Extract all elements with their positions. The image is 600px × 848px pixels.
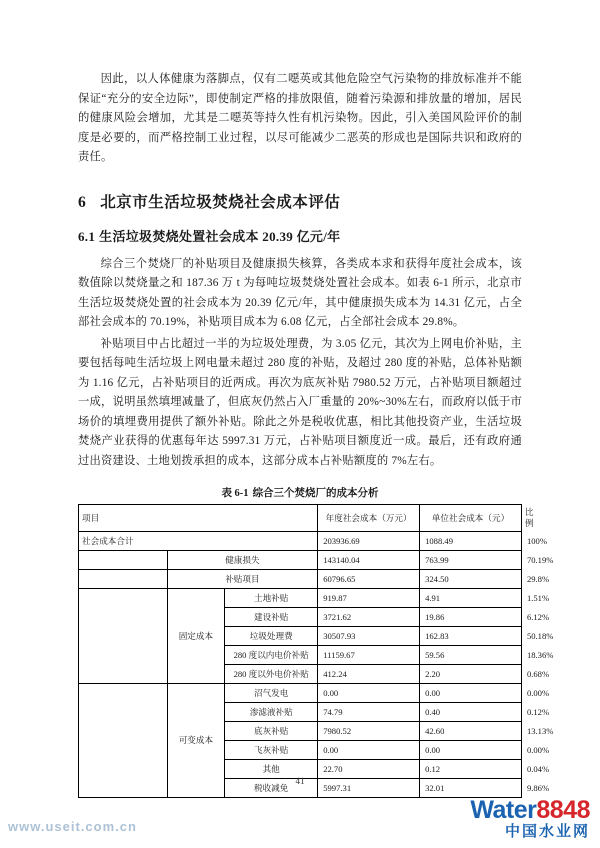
row-label: 健康损失 <box>167 551 318 570</box>
row-amount: 74.79 <box>318 703 420 722</box>
row-label: 280 度以内电价补贴 <box>225 646 318 665</box>
row-amount: 5997.31 <box>318 779 420 798</box>
row-group-blank <box>79 570 168 589</box>
subsection-title: 生活垃圾焚烧处置社会成本 20.39 亿元/年 <box>99 228 341 244</box>
row-label: 渗滤液补贴 <box>225 703 318 722</box>
row-unit: 162.83 <box>420 627 522 646</box>
row-unit: 324.50 <box>420 570 522 589</box>
table-caption-text: 综合三个焚烧厂的成本分析 <box>252 488 379 499</box>
row-amount: 22.70 <box>318 760 420 779</box>
row-unit: 32.01 <box>420 779 522 798</box>
row-unit: 763.99 <box>420 551 522 570</box>
row-amount: 0.00 <box>318 684 420 703</box>
table-caption <box>78 485 522 500</box>
table-row <box>79 532 522 551</box>
paragraph-intro: 因此，以人体健康为落脚点，仅有二噁英或其他危险空气污染物的排放标准并不能保证“充分的安全边际”，即使制定严格的排放限值，随着污染源和排放量的增加，居民的健康风险会增加，尤其是二噁英等持久性有机污染物。因此，引入美国风险评价的制度是必要的，而严格控制工业过程，以尽可能减少二恶英的形成也是国际共识和政府的责任。 <box>78 73 522 163</box>
section-title: 北京市生活垃圾焚烧社会成本评估 <box>100 193 341 211</box>
table-body <box>79 532 554 798</box>
row-amount: 143140.04 <box>318 551 420 570</box>
row-amount: 203936.69 <box>318 532 420 551</box>
row-amount: 412.24 <box>318 665 420 684</box>
section-number: 6 <box>78 193 87 211</box>
cost-analysis-table <box>78 504 554 798</box>
watermark-brand <box>470 797 590 823</box>
table-row <box>79 551 522 570</box>
row-unit: 0.00 <box>420 684 522 703</box>
table-header-unit-cost: 单位社会成本（元） <box>420 505 522 532</box>
paragraph-body-2: 补贴项目中占比超过一半的为垃圾处理费，为 3.05 亿元，其次为上网电价补贴，主要包括每吨生活垃圾上网电量未超过 280 度的补贴，及超过 280 度的补贴，总体补贴额为 1.16 亿元，占补贴项目的近两成。再次为底灰补贴 7980.52 万元，占补贴项目额超过一成，说明虽然填埋减量了，但底灰仍然占入厂重量的 20%~30%左右，而政府以低于市场价的填埋费用提供了额外补贴。除此之外是税收优惠，相比其他投资产业，生活垃圾焚烧产业获得的优惠每年达 5997.31 万元，占补贴项目额度近一成。最后，还有政府通过出资建设、土地划拨承担的成本，这部分成本占补贴额度的 7%左右。 <box>78 337 522 467</box>
page-number: 41 <box>295 776 305 786</box>
row-group-fixed-cost: 固定成本 <box>167 589 225 684</box>
row-label: 建设补贴 <box>225 608 318 627</box>
table-caption-number: 表 6-1 <box>221 488 249 499</box>
table-header-item: 项目 <box>79 505 318 532</box>
watermark-left: www.useit.com.cn <box>8 819 137 834</box>
row-unit: 59.56 <box>420 646 522 665</box>
table-row <box>79 570 522 589</box>
watermark-brand-text: Water <box>470 796 537 824</box>
row-amount: 3721.62 <box>318 608 420 627</box>
row-amount: 60796.65 <box>318 570 420 589</box>
table-row <box>79 589 522 608</box>
row-amount: 30507.93 <box>318 627 420 646</box>
row-label: 垃圾处理费 <box>225 627 318 646</box>
watermark-brand-number: 8848 <box>536 796 590 824</box>
table-row <box>79 684 522 703</box>
row-unit: 42.60 <box>420 722 522 741</box>
row-group-blank <box>79 551 168 570</box>
row-amount: 919.87 <box>318 589 420 608</box>
section-heading <box>78 190 522 212</box>
row-amount: 7980.52 <box>318 722 420 741</box>
row-unit: 0.00 <box>420 741 522 760</box>
watermark-brand-sub: 中国水业网 <box>504 823 590 841</box>
table-header-annual-cost: 年度社会成本（万元） <box>318 505 420 532</box>
row-label: 社会成本合计 <box>79 532 318 551</box>
paragraph-body-1: 综合三个焚烧厂的补贴项目及健康损失核算，各类成本求和获得年度社会成本，该数值除以焚烧量之和 187.36 万 t 为每吨垃圾焚烧处置社会成本。如表 6-1 所示，北京市生活垃圾焚烧处置的社会成本为 20.39 亿元/年，其中健康损失成本为 14.31 亿元，占全部社会成本的 70.19%，补贴项目成本为 6.08 亿元，占全部社会成本 29.8%。 <box>78 257 522 328</box>
row-label: 飞灰补贴 <box>225 741 318 760</box>
row-unit: 2.20 <box>420 665 522 684</box>
subsection-number: 6.1 <box>78 228 96 244</box>
row-label: 底灰补贴 <box>225 722 318 741</box>
row-label: 沼气发电 <box>225 684 318 703</box>
row-unit: 0.40 <box>420 703 522 722</box>
row-amount: 0.00 <box>318 741 420 760</box>
row-label: 280 度以外电价补贴 <box>225 665 318 684</box>
row-amount: 11159.67 <box>318 646 420 665</box>
row-label: 税收减免 <box>225 779 318 798</box>
row-unit: 0.12 <box>420 760 522 779</box>
watermark-right <box>470 797 590 840</box>
subsection-heading <box>78 226 522 245</box>
row-label: 补贴项目 <box>167 570 318 589</box>
row-unit: 1088.49 <box>420 532 522 551</box>
row-label: 其他 <box>225 760 318 779</box>
row-group-blank <box>79 589 168 684</box>
row-unit: 19.86 <box>420 608 522 627</box>
row-group-variable-cost: 可变成本 <box>167 684 225 798</box>
row-label: 土地补贴 <box>225 589 318 608</box>
row-unit: 4.91 <box>420 589 522 608</box>
